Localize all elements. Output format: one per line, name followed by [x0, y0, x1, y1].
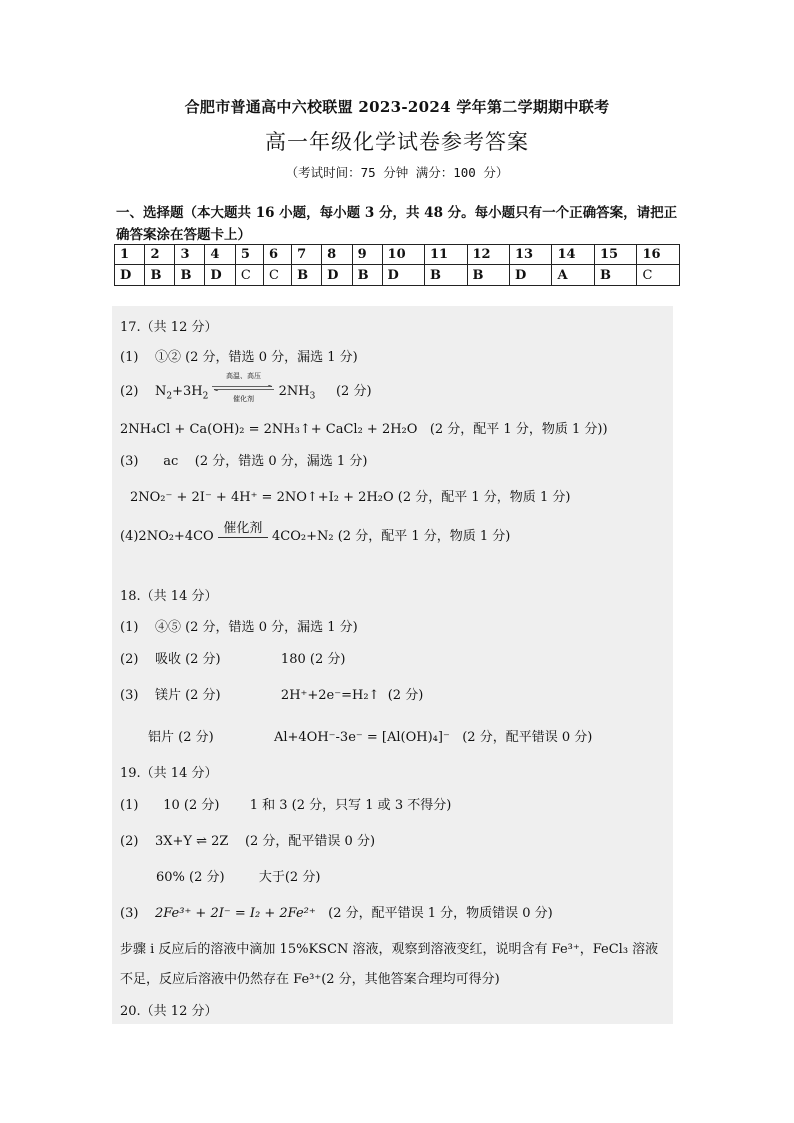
question-number-cell: 4 — [205, 245, 235, 265]
answer-cell: C — [235, 265, 263, 286]
q17-p2-score: (2 分) — [335, 384, 372, 399]
q19-p2-score: (2 分，配平错误 0 分) — [244, 834, 376, 849]
q18-p3-eq: 2H⁺+2e⁻=H₂↑ — [280, 688, 380, 703]
question-number-cell: 7 — [292, 245, 322, 265]
q17-eq3 — [130, 486, 570, 505]
question-number-cell: 16 — [637, 245, 680, 265]
question-number-cell: 5 — [235, 245, 263, 265]
q17-p4-condition: 催化剂 — [223, 521, 263, 536]
q19-p3-eq: 2Fe³⁺ + 2I⁻ = I₂ + 2Fe²⁺ — [154, 906, 316, 921]
q18-p2-a: 吸收 (2 分) — [154, 652, 221, 667]
q18-p3-a: 镁片 (2 分) — [154, 688, 221, 703]
q17-p2-sub1: 2 — [166, 391, 173, 402]
q17-p2-sub3: 3 — [309, 391, 316, 402]
answer-cell: B — [352, 265, 382, 286]
q19-p2-eq: 3X+Y ⇌ 2Z — [154, 834, 229, 849]
q17-p1-label: (1) — [120, 350, 139, 365]
q17-eq2 — [120, 418, 608, 437]
exam-title: 合肥市普通高中六校联盟 2023-2024 学年第二学期期中联考 — [184, 98, 610, 116]
q18-p3-label: (3) — [120, 688, 139, 703]
answer-row — [115, 265, 680, 286]
q19-p2-label: (2) — [120, 834, 139, 849]
exam-info: （考试时间：75 分钟 满分：100 分） — [285, 165, 509, 180]
answer-cell: C — [264, 265, 292, 286]
q17-part4 — [120, 521, 511, 545]
q18-part1 — [120, 616, 358, 635]
q19-part1 — [120, 794, 451, 813]
q19-p3-score: (2 分，配平错误 1 分，物质错误 0 分) — [328, 906, 553, 921]
q17-eq2-formula: 2NH₄Cl + Ca(OH)₂ = 2NH₃↑+ CaCl₂ + 2H₂O — [120, 422, 418, 437]
answer-cell: C — [637, 265, 680, 286]
q18-p4-score: (2 分，配平错误 0 分) — [462, 730, 593, 745]
q17-p4-right: 4CO₂+N₂ — [272, 529, 334, 544]
answer-cell: B — [425, 265, 467, 286]
q19-p2b-a: 60% (2 分) — [156, 870, 225, 885]
q17-p2-n2: N — [154, 384, 167, 399]
q17-p4-left: 2NO₂+4CO — [138, 529, 214, 544]
q17-p2-condition-top: 高温、高压 — [225, 372, 261, 380]
q17-p2-reversible-arrow — [212, 372, 274, 403]
q20-title: 20.（共 12 分） — [120, 1004, 218, 1019]
question-number-row — [115, 245, 680, 265]
q17-p2-h2: +3H — [172, 384, 203, 399]
answer-table — [114, 244, 680, 286]
q19-part2 — [120, 830, 375, 849]
q19-part3 — [120, 902, 553, 921]
question-number-cell: 6 — [264, 245, 292, 265]
answer-cell: B — [594, 265, 636, 286]
question-number-cell: 11 — [425, 245, 467, 265]
question-number-cell: 13 — [509, 245, 551, 265]
question-number-cell: 2 — [145, 245, 175, 265]
q17-p4-arrow — [218, 522, 268, 539]
q17-eq3-formula: 2NO₂⁻ + 2I⁻ + 4H⁺ = 2NO↑+I₂ + 2H₂O — [130, 490, 394, 505]
question-number-cell: 15 — [594, 245, 636, 265]
answer-cell: B — [467, 265, 509, 286]
question-number-cell: 12 — [467, 245, 509, 265]
question-number-cell: 8 — [322, 245, 352, 265]
q17-p3-text: ac — [163, 454, 179, 469]
answer-cell: D — [205, 265, 235, 286]
q19-p2b-b: 大于(2 分) — [258, 870, 321, 885]
q19-explanation-line2: 不足，反应后溶液中仍然存在 Fe³⁺(2 分，其他答案合理均可得分) — [120, 972, 500, 987]
q19-p1-label: (1) — [120, 798, 139, 813]
q19-p1-a: 10 (2 分) — [163, 798, 220, 813]
q17-p2-sub2: 2 — [202, 391, 209, 402]
q17-eq3-score: (2 分，配平 1 分，物质 1 分) — [397, 490, 571, 505]
question-number-cell: 10 — [382, 245, 424, 265]
answer-cell: B — [145, 265, 175, 286]
q19-p1-b: 1 和 3 (2 分，只写 1 或 3 不得分) — [249, 798, 452, 813]
q18-p2-b: 180 (2 分) — [280, 652, 346, 667]
question-number-cell: 3 — [175, 245, 205, 265]
q17-p2-nh3: 2NH — [278, 384, 310, 399]
q18-part4 — [148, 726, 592, 745]
reversible-arrow-icon — [212, 385, 274, 391]
q17-p3-label: (3) — [120, 454, 139, 469]
answer-cell: D — [382, 265, 424, 286]
q19-title: 19.（共 14 分） — [120, 766, 218, 781]
q17-part2 — [120, 372, 372, 407]
answer-cell: B — [292, 265, 322, 286]
answer-cell: D — [509, 265, 551, 286]
q18-p4-eq: Al+4OH⁻-3e⁻ = [Al(OH)₄]⁻ — [273, 730, 450, 745]
q17-p2-label: (2) — [120, 384, 139, 399]
q19-explanation-line1: 步骤 i 反应后的溶液中滴加 15%KSCN 溶液，观察到溶液变红，说明含有 Fe³⁺，FeCl₃ 溶液 — [120, 942, 659, 957]
q17-p2-condition-bottom: 催化剂 — [232, 395, 254, 403]
q18-part2 — [120, 648, 345, 667]
answer-key-title: 高一年级化学试卷参考答案 — [265, 130, 529, 154]
question-number-cell: 1 — [115, 245, 145, 265]
q18-part3 — [120, 684, 423, 703]
q18-p1-text: ④⑤ (2 分，错选 0 分，漏选 1 分) — [154, 620, 358, 635]
section1-heading: 一、选择题（本大题共 16 小题，每小题 3 分，共 48 分。每小题只有一个正确答案，请把正确答案涂在答题卡上） — [116, 205, 678, 243]
q17-eq2-score: (2 分，配平 1 分，物质 1 分)) — [429, 422, 608, 437]
q17-p4-score: (2 分，配平 1 分，物质 1 分) — [337, 529, 511, 544]
answer-cell: D — [322, 265, 352, 286]
question-number-cell: 14 — [552, 245, 594, 265]
answer-cell: D — [115, 265, 145, 286]
q18-p2-label: (2) — [120, 652, 139, 667]
q18-p1-label: (1) — [120, 620, 139, 635]
q17-title: 17.（共 12 分） — [120, 320, 218, 335]
q18-p3-score: (2 分) — [387, 688, 424, 703]
question-number-cell: 9 — [352, 245, 382, 265]
q17-p3-score: (2 分，错选 0 分，漏选 1 分) — [194, 454, 368, 469]
q19-p3-label: (3) — [120, 906, 139, 921]
q19-part2b — [156, 866, 320, 885]
q17-p4-label: (4) — [120, 529, 139, 544]
q18-p4-a: 铝片 (2 分) — [148, 730, 214, 745]
q18-title: 18.（共 14 分） — [120, 589, 218, 604]
answer-cell: A — [552, 265, 594, 286]
q17-part1 — [120, 346, 358, 365]
answer-cell: B — [175, 265, 205, 286]
q17-p1-text: ①② (2 分，错选 0 分，漏选 1 分) — [154, 350, 358, 365]
q17-part3 — [120, 450, 367, 469]
